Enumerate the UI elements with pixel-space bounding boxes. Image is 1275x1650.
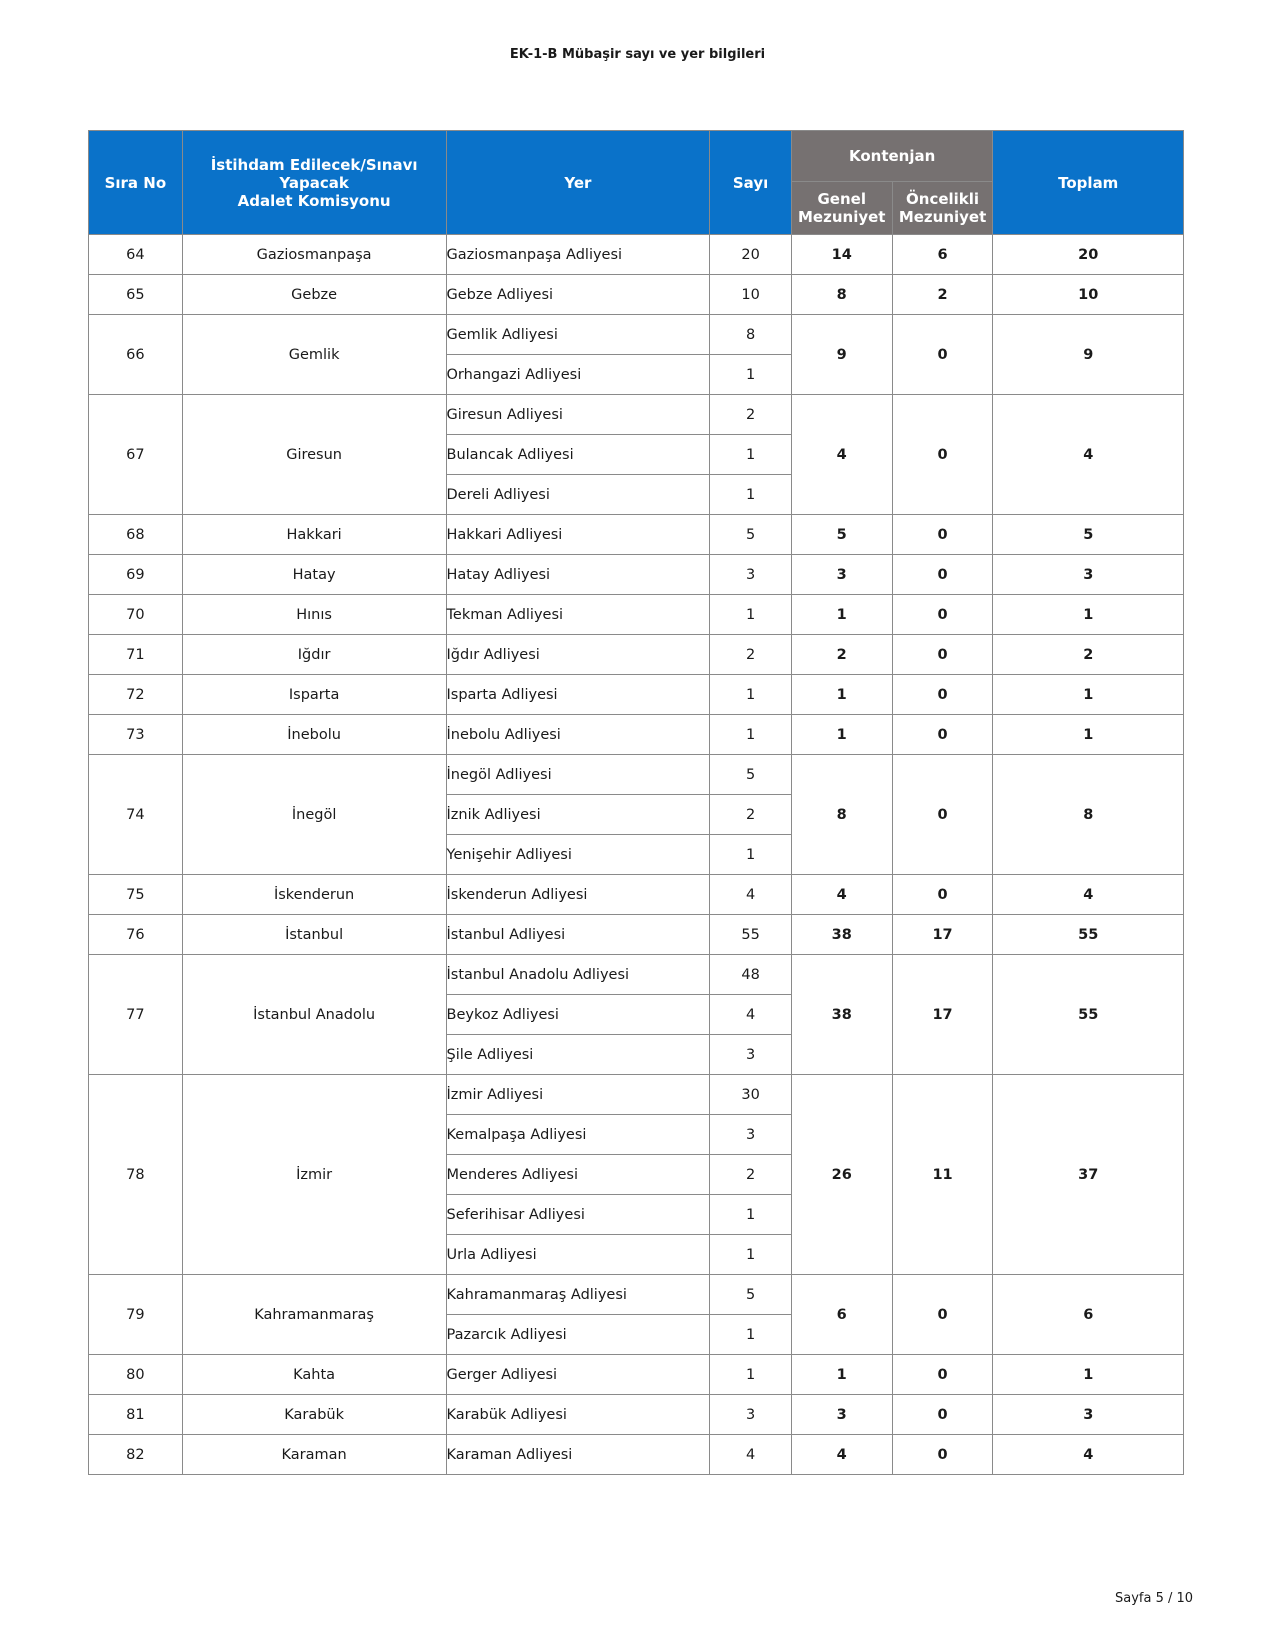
genel-mezuniyet-cell: 8: [791, 275, 892, 315]
sira-no-cell: 77: [89, 955, 183, 1075]
yer-cell: Gebze Adliyesi: [446, 275, 710, 315]
table-row: [89, 675, 1184, 715]
toplam-cell: 8: [993, 755, 1184, 875]
yer-cell: Kemalpaşa Adliyesi: [446, 1115, 710, 1155]
toplam-cell: 4: [993, 875, 1184, 915]
oncelikli-mezuniyet-cell: 0: [892, 635, 993, 675]
oncelikli-mezuniyet-cell: 0: [892, 715, 993, 755]
table-row: [89, 635, 1184, 675]
sayi-cell: 2: [710, 635, 791, 675]
sira-no-cell: 76: [89, 915, 183, 955]
komisyon-cell: İstanbul Anadolu: [182, 955, 446, 1075]
sayi-cell: 3: [710, 1115, 791, 1155]
genel-mezuniyet-cell: 8: [791, 755, 892, 875]
oncelikli-mezuniyet-cell: 6: [892, 235, 993, 275]
komisyon-cell: Kahta: [182, 1355, 446, 1395]
page-number: Sayfa 5 / 10: [1115, 1591, 1194, 1606]
yer-cell: İzmir Adliyesi: [446, 1075, 710, 1115]
yer-cell: Beykoz Adliyesi: [446, 995, 710, 1035]
table-row: [89, 555, 1184, 595]
komisyon-cell: Kahramanmaraş: [182, 1275, 446, 1355]
sayi-cell: 1: [710, 675, 791, 715]
sira-no-cell: 69: [89, 555, 183, 595]
yer-cell: Hakkari Adliyesi: [446, 515, 710, 555]
genel-mezuniyet-cell: 1: [791, 595, 892, 635]
sira-no-cell: 70: [89, 595, 183, 635]
sira-no-cell: 79: [89, 1275, 183, 1355]
table-row: [89, 715, 1184, 755]
genel-mezuniyet-cell: 4: [791, 875, 892, 915]
sira-no-cell: 64: [89, 235, 183, 275]
yer-cell: Orhangazi Adliyesi: [446, 355, 710, 395]
sayi-cell: 1: [710, 1195, 791, 1235]
oncelikli-mezuniyet-cell: 0: [892, 1435, 993, 1475]
sira-no-cell: 68: [89, 515, 183, 555]
header-oncelikli-mezuniyet: [892, 182, 993, 235]
table-row: [89, 395, 1184, 435]
toplam-cell: 6: [993, 1275, 1184, 1355]
genel-mezuniyet-cell: 1: [791, 1355, 892, 1395]
yer-cell: Yenişehir Adliyesi: [446, 835, 710, 875]
header-komisyon-line-2: Yapacak: [279, 173, 349, 192]
yer-cell: Kahramanmaraş Adliyesi: [446, 1275, 710, 1315]
toplam-cell: 4: [993, 395, 1184, 515]
oncelikli-mezuniyet-cell: 2: [892, 275, 993, 315]
document-title: EK-1-B Mübaşir sayı ve yer bilgileri: [509, 47, 766, 62]
header-genel-mezuniyet: [791, 182, 892, 235]
table-row: [89, 1075, 1184, 1115]
sayi-cell: 1: [710, 1355, 791, 1395]
genel-mezuniyet-cell: 38: [791, 915, 892, 955]
toplam-cell: 20: [993, 235, 1184, 275]
komisyon-cell: Karaman: [182, 1435, 446, 1475]
toplam-cell: 2: [993, 635, 1184, 675]
oncelikli-mezuniyet-cell: 0: [892, 595, 993, 635]
header-oncelikli-line-1: Öncelikli: [906, 190, 980, 208]
sayi-cell: 5: [710, 515, 791, 555]
sayi-cell: 1: [710, 835, 791, 875]
sayi-cell: 10: [710, 275, 791, 315]
komisyon-cell: Hakkari: [182, 515, 446, 555]
header-genel-line-2: Mezuniyet: [798, 208, 886, 226]
sayi-cell: 5: [710, 755, 791, 795]
toplam-cell: 37: [993, 1075, 1184, 1275]
yer-cell: Iğdır Adliyesi: [446, 635, 710, 675]
oncelikli-mezuniyet-cell: 0: [892, 315, 993, 395]
sayi-cell: 2: [710, 795, 791, 835]
table-row: [89, 595, 1184, 635]
sira-no-cell: 66: [89, 315, 183, 395]
header-oncelikli-line-2: Mezuniyet: [898, 208, 987, 226]
komisyon-cell: Gaziosmanpaşa: [182, 235, 446, 275]
oncelikli-mezuniyet-cell: 0: [892, 675, 993, 715]
table-header: [89, 131, 1184, 235]
yer-cell: İnebolu Adliyesi: [446, 715, 710, 755]
genel-mezuniyet-cell: 2: [791, 635, 892, 675]
yer-cell: İstanbul Adliyesi: [446, 915, 710, 955]
yer-cell: İznik Adliyesi: [446, 795, 710, 835]
sira-no-cell: 71: [89, 635, 183, 675]
header-sayi: Sayı: [710, 131, 791, 235]
sira-no-cell: 67: [89, 395, 183, 515]
toplam-cell: 9: [993, 315, 1184, 395]
toplam-cell: 4: [993, 1435, 1184, 1475]
komisyon-cell: Hatay: [182, 555, 446, 595]
sayi-cell: 4: [710, 995, 791, 1035]
toplam-cell: 3: [993, 555, 1184, 595]
table-row: [89, 1275, 1184, 1315]
sira-no-cell: 74: [89, 755, 183, 875]
oncelikli-mezuniyet-cell: 17: [892, 915, 993, 955]
oncelikli-mezuniyet-cell: 0: [892, 1355, 993, 1395]
sira-no-cell: 65: [89, 275, 183, 315]
toplam-cell: 10: [993, 275, 1184, 315]
table-row: [89, 275, 1184, 315]
sira-no-cell: 80: [89, 1355, 183, 1395]
yer-cell: Karaman Adliyesi: [446, 1435, 710, 1475]
toplam-cell: 1: [993, 595, 1184, 635]
yer-cell: Karabük Adliyesi: [446, 1395, 710, 1435]
komisyon-cell: İnegöl: [182, 755, 446, 875]
yer-cell: Giresun Adliyesi: [446, 395, 710, 435]
oncelikli-mezuniyet-cell: 0: [892, 1395, 993, 1435]
table-row: [89, 315, 1184, 355]
genel-mezuniyet-cell: 6: [791, 1275, 892, 1355]
yer-cell: Seferihisar Adliyesi: [446, 1195, 710, 1235]
toplam-cell: 5: [993, 515, 1184, 555]
oncelikli-mezuniyet-cell: 0: [892, 555, 993, 595]
header-komisyon-line-1: İstihdam Edilecek/Sınavı: [210, 155, 418, 174]
sira-no-cell: 72: [89, 675, 183, 715]
oncelikli-mezuniyet-cell: 0: [892, 755, 993, 875]
komisyon-cell: Hınıs: [182, 595, 446, 635]
mubasir-table: [88, 130, 1184, 1475]
genel-mezuniyet-cell: 4: [791, 1435, 892, 1475]
komisyon-cell: Gemlik: [182, 315, 446, 395]
yer-cell: Pazarcık Adliyesi: [446, 1315, 710, 1355]
header-toplam: Toplam: [993, 131, 1184, 235]
yer-cell: Şile Adliyesi: [446, 1035, 710, 1075]
genel-mezuniyet-cell: 1: [791, 715, 892, 755]
oncelikli-mezuniyet-cell: 11: [892, 1075, 993, 1275]
sayi-cell: 1: [710, 595, 791, 635]
header-genel-line-1: Genel: [817, 190, 866, 208]
yer-cell: Gerger Adliyesi: [446, 1355, 710, 1395]
genel-mezuniyet-cell: 4: [791, 395, 892, 515]
sira-no-cell: 82: [89, 1435, 183, 1475]
toplam-cell: 55: [993, 955, 1184, 1075]
genel-mezuniyet-cell: 5: [791, 515, 892, 555]
sayi-cell: 55: [710, 915, 791, 955]
table-row: [89, 515, 1184, 555]
yer-cell: Hatay Adliyesi: [446, 555, 710, 595]
header-kontenjan: Kontenjan: [791, 131, 993, 182]
komisyon-cell: İskenderun: [182, 875, 446, 915]
sayi-cell: 5: [710, 1275, 791, 1315]
yer-cell: Dereli Adliyesi: [446, 475, 710, 515]
toplam-cell: 1: [993, 675, 1184, 715]
genel-mezuniyet-cell: 38: [791, 955, 892, 1075]
oncelikli-mezuniyet-cell: 17: [892, 955, 993, 1075]
yer-cell: İskenderun Adliyesi: [446, 875, 710, 915]
sayi-cell: 2: [710, 1155, 791, 1195]
sayi-cell: 2: [710, 395, 791, 435]
genel-mezuniyet-cell: 26: [791, 1075, 892, 1275]
sayi-cell: 1: [710, 435, 791, 475]
genel-mezuniyet-cell: 9: [791, 315, 892, 395]
yer-cell: Tekman Adliyesi: [446, 595, 710, 635]
table-row: [89, 875, 1184, 915]
sira-no-cell: 75: [89, 875, 183, 915]
yer-cell: Urla Adliyesi: [446, 1235, 710, 1275]
sayi-cell: 20: [710, 235, 791, 275]
komisyon-cell: Gebze: [182, 275, 446, 315]
toplam-cell: 1: [993, 1355, 1184, 1395]
sayi-cell: 30: [710, 1075, 791, 1115]
komisyon-cell: İzmir: [182, 1075, 446, 1275]
genel-mezuniyet-cell: 1: [791, 675, 892, 715]
yer-cell: İnegöl Adliyesi: [446, 755, 710, 795]
table-row: [89, 1355, 1184, 1395]
table-body: [89, 235, 1184, 1475]
table-row: [89, 1395, 1184, 1435]
header-komisyon-line-3: Adalet Komisyonu: [237, 191, 391, 210]
sayi-cell: 3: [710, 1395, 791, 1435]
sayi-cell: 1: [710, 475, 791, 515]
sayi-cell: 1: [710, 1315, 791, 1355]
oncelikli-mezuniyet-cell: 0: [892, 875, 993, 915]
sayi-cell: 3: [710, 1035, 791, 1075]
table-row: [89, 755, 1184, 795]
komisyon-cell: Isparta: [182, 675, 446, 715]
oncelikli-mezuniyet-cell: 0: [892, 515, 993, 555]
komisyon-cell: İstanbul: [182, 915, 446, 955]
toplam-cell: 55: [993, 915, 1184, 955]
toplam-cell: 3: [993, 1395, 1184, 1435]
sayi-cell: 4: [710, 1435, 791, 1475]
yer-cell: Gemlik Adliyesi: [446, 315, 710, 355]
sayi-cell: 1: [710, 355, 791, 395]
yer-cell: İstanbul Anadolu Adliyesi: [446, 955, 710, 995]
table-row: [89, 955, 1184, 995]
sayi-cell: 48: [710, 955, 791, 995]
komisyon-cell: Giresun: [182, 395, 446, 515]
table-row: [89, 1435, 1184, 1475]
sira-no-cell: 81: [89, 1395, 183, 1435]
sayi-cell: 1: [710, 1235, 791, 1275]
komisyon-cell: İnebolu: [182, 715, 446, 755]
genel-mezuniyet-cell: 3: [791, 555, 892, 595]
yer-cell: Isparta Adliyesi: [446, 675, 710, 715]
sayi-cell: 4: [710, 875, 791, 915]
header-yer: Yer: [446, 131, 710, 235]
sira-no-cell: 73: [89, 715, 183, 755]
sira-no-cell: 78: [89, 1075, 183, 1275]
yer-cell: Bulancak Adliyesi: [446, 435, 710, 475]
genel-mezuniyet-cell: 14: [791, 235, 892, 275]
yer-cell: Gaziosmanpaşa Adliyesi: [446, 235, 710, 275]
oncelikli-mezuniyet-cell: 0: [892, 395, 993, 515]
oncelikli-mezuniyet-cell: 0: [892, 1275, 993, 1355]
toplam-cell: 1: [993, 715, 1184, 755]
genel-mezuniyet-cell: 3: [791, 1395, 892, 1435]
header-sira-no: Sıra No: [89, 131, 183, 235]
table-row: [89, 915, 1184, 955]
header-komisyon: [182, 131, 446, 235]
sayi-cell: 8: [710, 315, 791, 355]
table-row: [89, 235, 1184, 275]
yer-cell: Menderes Adliyesi: [446, 1155, 710, 1195]
sayi-cell: 1: [710, 715, 791, 755]
sayi-cell: 3: [710, 555, 791, 595]
komisyon-cell: Karabük: [182, 1395, 446, 1435]
komisyon-cell: Iğdır: [182, 635, 446, 675]
